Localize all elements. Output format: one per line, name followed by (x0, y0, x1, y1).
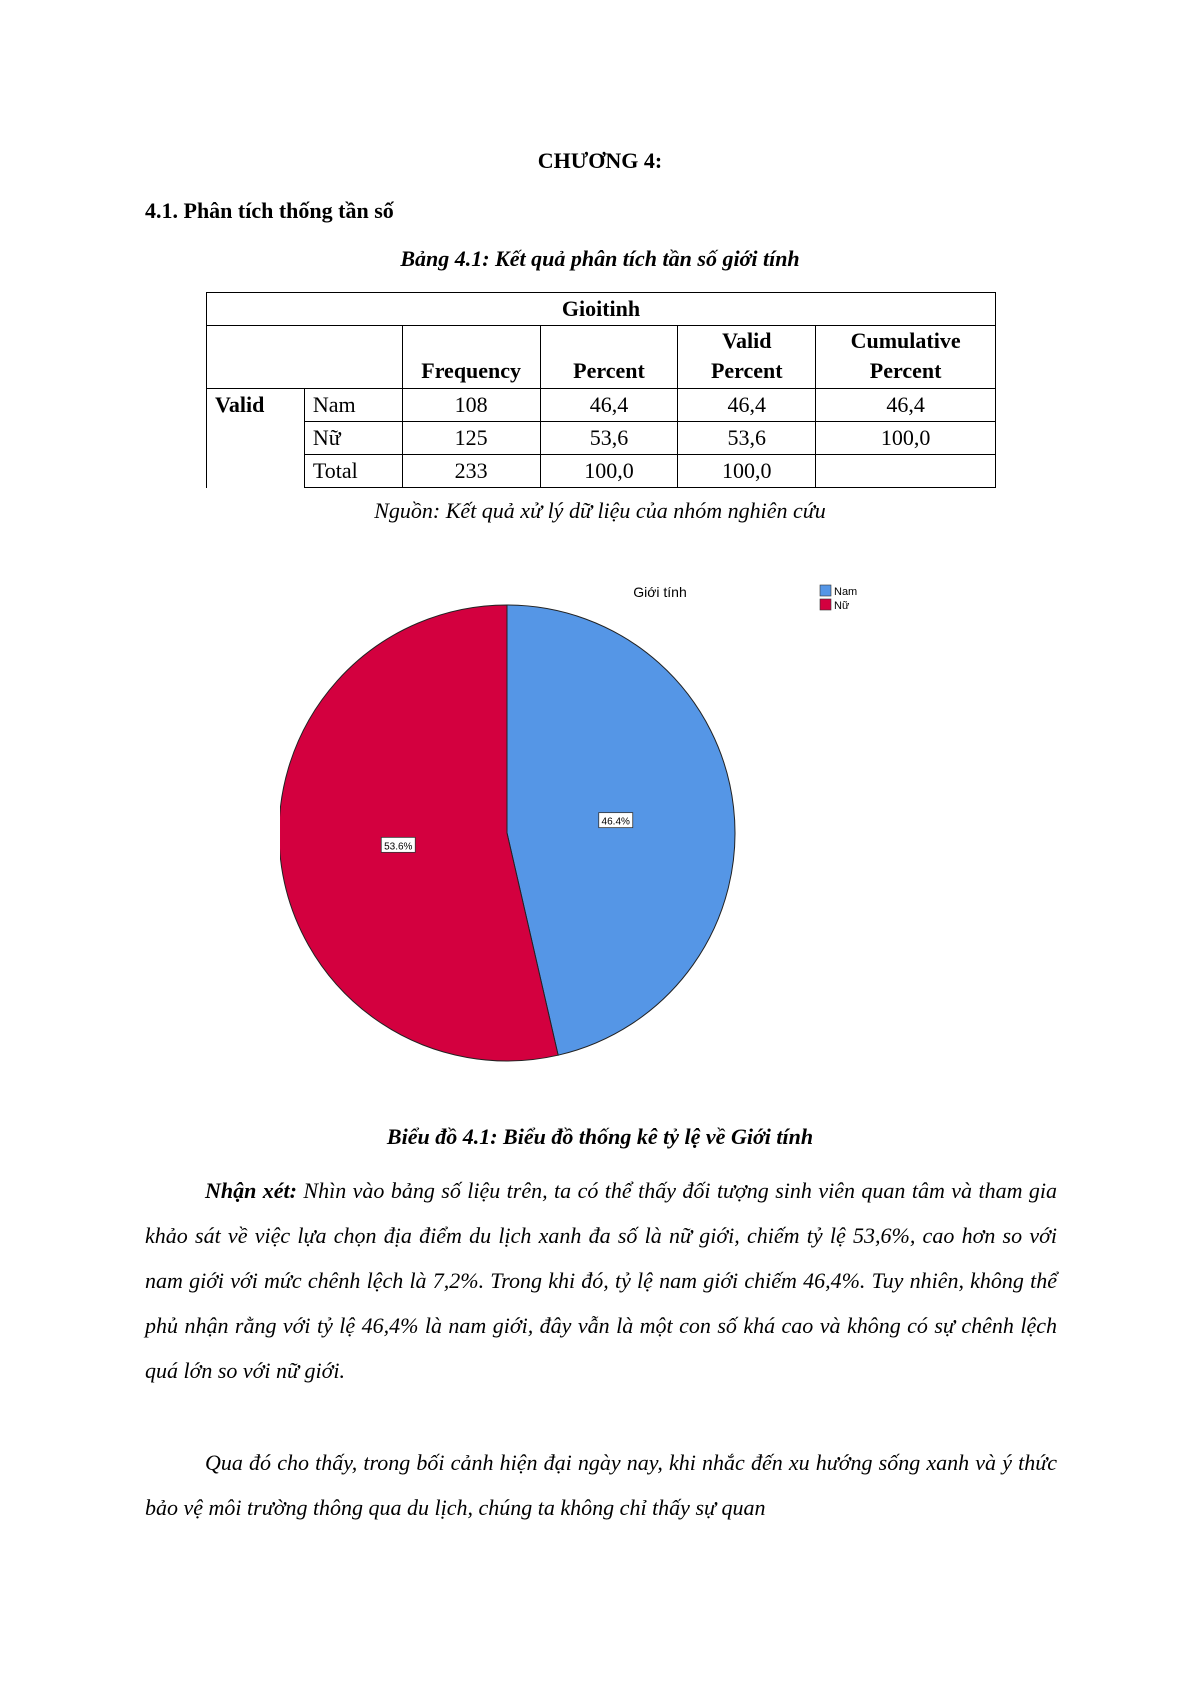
table-title: Gioitinh (207, 293, 996, 326)
frequency-table (206, 292, 996, 488)
row-label: Total (304, 455, 402, 488)
table-row (207, 389, 996, 422)
cell-valid-percent: 46,4 (678, 389, 816, 422)
cell-percent: 46,4 (540, 389, 678, 422)
section-heading: 4.1. Phân tích thống tần số (145, 198, 394, 223)
remark-text: Nhìn vào bảng số liệu trên, ta có thể thấy đối tượng sinh viên quan tâm và tham gia khảo sát về việc lựa chọn địa điểm du lịch xanh đa số là nữ giới, chiếm tỷ lệ 53,6%, cao hơn so với nam giới với mức chênh lệch là 7,2%. Trong khi đó, tỷ lệ nam giới chiếm 46,4%. Tuy nhiên, không thể phủ nhận rằng với tỷ lệ 46,4% là nam giới, đây vẫn là một con số khá cao và không có sự chênh lệch quá lớn so với nữ giới. (145, 1178, 1058, 1383)
cell-frequency: 233 (402, 455, 540, 488)
legend-label: Nữ (834, 600, 850, 612)
remark-label: Nhận xét: (205, 1178, 297, 1203)
paragraph-continuation: Qua đó cho thấy, trong bối cảnh hiện đại ngày nay, khi nhắc đến xu hướng sống xanh và ý thức bảo vệ môi trường thông qua du lịch, chúng ta không chỉ thấy sự quan (145, 1450, 1057, 1520)
chapter-heading: CHƯƠNG 4: (537, 148, 663, 173)
pie-data-label (381, 837, 415, 852)
pie-data-label-text: 46.4% (601, 816, 630, 828)
cell-valid-percent: 53,6 (678, 422, 816, 455)
header-valid-line1: Valid (722, 328, 772, 353)
legend-swatch (820, 585, 831, 596)
cell-frequency: 125 (402, 422, 540, 455)
legend-label: Nam (834, 586, 858, 598)
header-frequency: Frequency (402, 326, 540, 389)
table-row (207, 455, 996, 488)
row-label: Nữ (304, 422, 402, 455)
header-percent: Percent (540, 326, 678, 389)
header-cumulative-line1: Cumulative (850, 328, 961, 353)
pie-data-label (599, 813, 633, 828)
cell-cumulative-percent: 46,4 (816, 389, 996, 422)
legend-item-nam (820, 585, 857, 598)
pie-chart (280, 575, 960, 1115)
cell-percent: 53,6 (540, 422, 678, 455)
row-label: Nam (304, 389, 402, 422)
table-caption: Bảng 4.1: Kết quả phân tích tần số giới tính (400, 246, 800, 271)
pie-slices (280, 605, 735, 1061)
chart-legend (820, 585, 857, 612)
table-row (207, 422, 996, 455)
header-blank (304, 326, 402, 389)
paragraph-remark (145, 1168, 1057, 1393)
legend-swatch (820, 599, 831, 610)
header-valid-percent (678, 326, 816, 389)
header-cumulative-line2: Percent (869, 358, 942, 383)
table-header-row (207, 326, 996, 389)
cell-percent: 100,0 (540, 455, 678, 488)
cell-cumulative-percent (816, 455, 996, 488)
header-cumulative-percent (816, 326, 996, 389)
table-title-row (207, 293, 996, 326)
row-group-label: Valid (207, 389, 305, 488)
cell-frequency: 108 (402, 389, 540, 422)
pie-data-label-text: 53.6% (384, 841, 413, 853)
header-valid-line2: Percent (710, 358, 783, 383)
header-blank (207, 326, 305, 389)
cell-cumulative-percent: 100,0 (816, 422, 996, 455)
table-source-note: Nguồn: Kết quả xử lý dữ liệu của nhóm nghiên cứu (374, 498, 826, 523)
legend-item-nữ (820, 599, 850, 612)
chart-caption: Biểu đồ 4.1: Biểu đồ thống kê tỷ lệ về Giới tính (386, 1124, 814, 1149)
chart-title: Giới tính (633, 584, 687, 600)
cell-valid-percent: 100,0 (678, 455, 816, 488)
